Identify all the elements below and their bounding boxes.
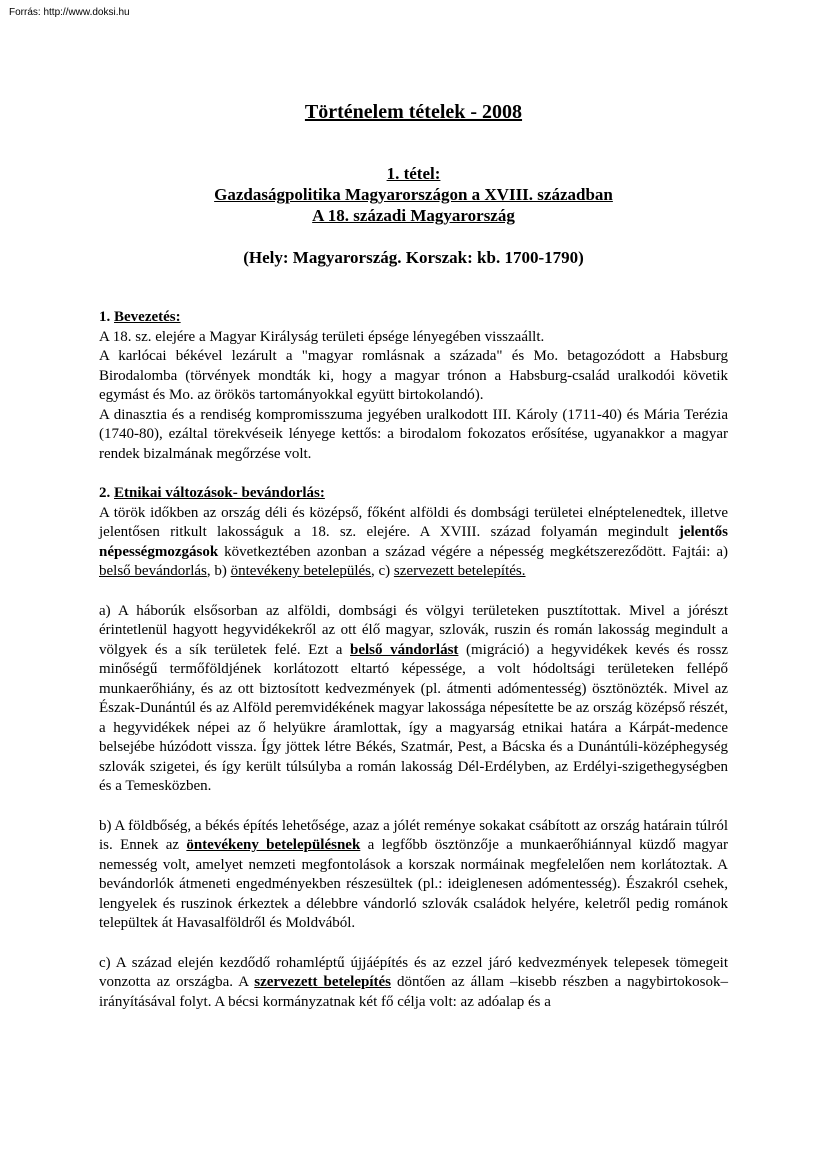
section-1-paragraph-3: A dinasztia és a rendiség kompromisszuma jegyében uralkodott III. Károly (1711-40) és Mária Terézia (1740-80), ezáltal törekvéseik lényege kettős: a birodalom fokozatos erősítése, ugyanakkor a magyar rendek bizalmának megőrzése volt. [99,406,728,462]
section-1-paragraph-1: A 18. sz. elejére a Magyar Királyság területi épsége lényegében visszaállt. [99,328,545,345]
section-2-paragraph-b: b) A földbőség, a békés építés lehetősége, azaz a jólét reménye sokakat csábított az ország határain túlról is. Ennek az öntevékeny betelepülésnek a legfőbb ösztönzője a munkaerőhiánnyal küzdő magyar nemesség volt, amelyet nemzeti megfontolások a korszak normáinak megfelelően nem korlátoztak. A bevándorlók átmeneti engedményekben részesültek (pl.: ideiglenesen adómentesség). Északról csehek, lengyelek és ruszinok érkeztek a délebbre vándorló szlovák családok helyére, keletről pedig románok települtek át Havasalföldről és Moldvából. [99,817,729,931]
topic-line-1: Gazdaságpolitika Magyarországon a XVIII. században [214,185,613,204]
section-2-intro: A török időkben az ország déli és középső, főként alföldi és dombsági területei elnéptelenedtek, illetve jelentősen ritkult lakosságuk a 18. sz. elejére. A XVIII. század folyamán megindult jelentős népességmozgások következtében azonban a század végére a népesség megkétszereződött. Fajtái: a) belső bevándorlás, b) öntevékeny betelepülés, c) szervezett betelepítés. [99,504,728,579]
section-1-heading: 1. Bevezetés: [99,309,181,325]
place-period: (Hely: Magyarország. Korszak: kb. 1700-1790) [243,248,584,267]
topic-line-2: A 18. századi Magyarország [312,206,515,225]
section-2-heading: 2. Etnikai változások- bevándorlás: [99,485,325,501]
document-body [99,100,728,1012]
topic-number: 1. tétel: [386,164,441,183]
section-2-paragraph-c: c) A század elején kezdődő rohamléptű újjáépítés és az ezzel járó kedvezmények telepesek tömegeit vonzotta az országba. A szervezett betelepítés döntően az állam –kisebb részben a nagybirtokosok– irányításával folyt. A bécsi kormányzatnak két fő célja volt: az adóalap és a [99,954,728,1010]
source-label: Forrás: http://www.doksi.hu [9,7,130,18]
document-title: Történelem tételek - 2008 [304,101,523,123]
section-2-paragraph-a: a) A háborúk elsősorban az alföldi, dombsági és völgyi területeken pusztítottak. Mivel a jórészt érintetlenül hagyott hegyvidékekről az ott élő magyar, szlovák, ruszin és román lakosság megindult a völgyek és a sík területek felé. Ezt a belső vándorlást (migráció) a hegyvidékek kevés és rossz minőségű termőföldjének korlátozott eltartó képessége, a volt hódoltsági területeken fellépő munkaerőhiány, és az ott biztosított kedvezmények (pl. átmenti adómentesség) ösztönözték. Mivel az Észak-Dunántúl és az Alföld peremvidékének magyar lakossága népesítette be az ország középső részét, a hegyvidékek népei az ő helyükre áramlottak, így a magyarság etnikai határa a Kárpát-medence belsejébe húzódott vissza. Így jöttek létre Békés, Szatmár, Pest, a Bácska és a Dunántúli-középhegység szlovák szigetei, és így került túlsúlyba a román lakosság Dél-Erdélyben, az Erdélyi-szigethegységben és a Temesközben. [99,602,729,794]
section-1-paragraph-2: A karlócai békével lezárult a "magyar romlásnak a százada" és Mo. betagozódott a Habsburg Birodalomba (törvények mondták ki, hogy a magyar trónon a Habsburg-család uralkodói követik egymást és Mo. az örökös tartományokkal együtt birtokolandó). [99,348,728,403]
